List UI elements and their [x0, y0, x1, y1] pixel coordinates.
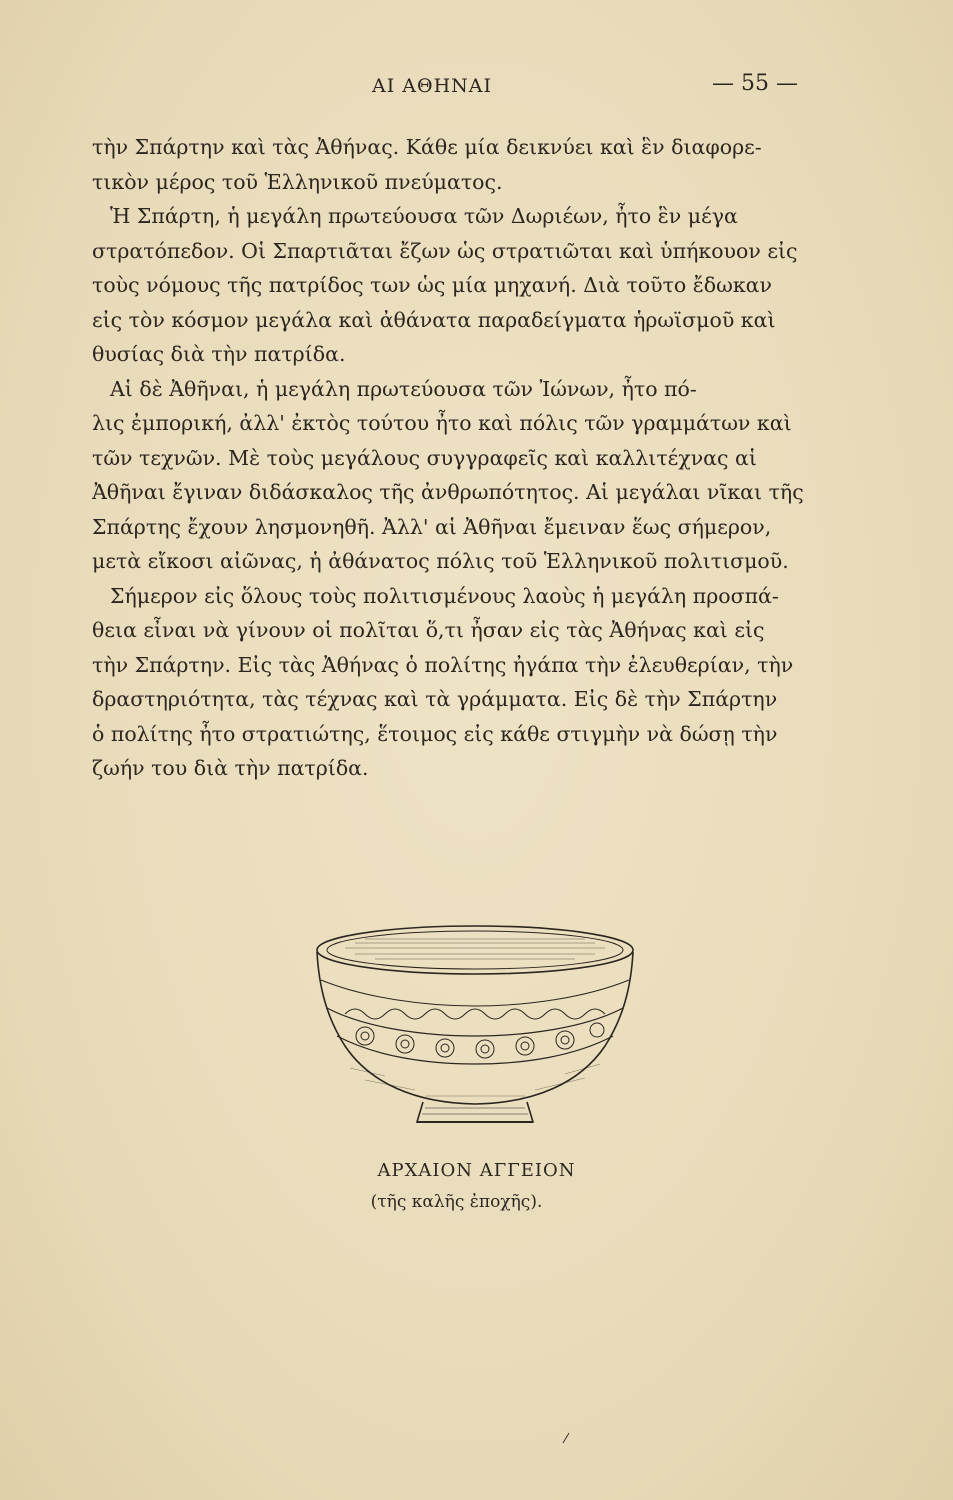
- text-line: μετὰ εἴκοσι αἰῶνας, ἡ ἀθάνατος πόλις τοῦ Ἑλληνικοῦ πολιτισμοῦ.: [92, 549, 789, 573]
- text-line: στρατόπεδον. Οἱ Σπαρτιᾶται ἔζων ὡς στρατιῶται καὶ ὑπήκουον εἰς: [92, 238, 798, 263]
- page-number: — 55 —: [712, 71, 798, 96]
- running-title: ΑΙ ΑΘΗΝΑΙ: [372, 75, 492, 97]
- text-line: ὁ πολίτης ἦτο στρατιώτης, ἕτοιμος εἰς κάθε στιγμὴν νὰ δώσῃ τὴν: [92, 721, 778, 746]
- text-line: τῶν τεχνῶν. Μὲ τοὺς μεγάλους συγγραφεῖς καὶ καλλιτέχνας αἱ: [92, 445, 757, 470]
- text-line: Σπάρτης ἔχουν λησμονηθῆ. Ἀλλ' αἱ Ἀθῆναι ἔμειναν ἕως σήμερον,: [92, 514, 772, 539]
- text-line: λις ἐμπορική, ἀλλ' ἐκτὸς τούτου ἦτο καὶ πόλις τῶν γραμμάτων καὶ: [92, 411, 792, 435]
- body-text: [92, 130, 832, 786]
- text-line: Αἱ δὲ Ἀθῆναι, ἡ μεγάλη πρωτεύουσα τῶν Ἰώνων, ἦτο πό-: [110, 376, 697, 401]
- text-line: τοὺς νόμους τῆς πατρίδος των ὡς μία μηχανή. Διὰ τοῦτο ἔδωκαν: [92, 273, 772, 297]
- text-line: ζωήν του διὰ τὴν πατρίδα.: [92, 756, 369, 780]
- ancient-bowl-illustration: [305, 918, 645, 1143]
- text-line: θεια εἶναι νὰ γίνουν οἱ πολῖται ὅ,τι ἦσαν εἰς τὰς Ἀθήνας καὶ εἰς: [92, 618, 765, 642]
- figure-caption-subtitle: (τῆς καλῆς ἐποχῆς).: [370, 1192, 543, 1212]
- text-line: τὴν Σπάρτην. Εἰς τὰς Ἀθήνας ὁ πολίτης ἠγάπα τὴν ἐλευθερίαν, τὴν: [92, 652, 794, 677]
- text-line: θυσίας διὰ τὴν πατρίδα.: [92, 342, 346, 366]
- text-line: τικὸν μέρος τοῦ Ἑλληνικοῦ πνεύματος.: [92, 169, 503, 194]
- text-line: δραστηριότητα, τὰς τέχνας καὶ τὰ γράμματα. Εἰς δὲ τὴν Σπάρτην: [92, 687, 778, 711]
- text-line: Ἡ Σπάρτη, ἡ μεγάλη πρωτεύουσα τῶν Δωριέων, ἦτο ἓν μέγα: [110, 204, 738, 228]
- pencil-mark-icon: [562, 1432, 570, 1444]
- text-line: τὴν Σπάρτην καὶ τὰς Ἀθήνας. Κάθε μία δεικνύει καὶ ἓν διαφορε-: [92, 135, 762, 159]
- text-line: Σήμερον εἰς ὅλους τοὺς πολιτισμένους λαοὺς ἡ μεγάλη προσπά-: [110, 583, 779, 608]
- page-header: [0, 71, 953, 105]
- text-line: Ἀθῆναι ἔγιναν διδάσκαλος τῆς ἀνθρωπότητος. Αἱ μεγάλαι νῖκαι τῆς: [92, 480, 804, 504]
- text-line: εἰς τὸν κόσμον μεγάλα καὶ ἀθάνατα παραδείγματα ἡρωϊσμοῦ καὶ: [92, 307, 776, 332]
- figure-caption-title: ΑΡΧΑΙΟΝ ΑΓΓΕΙΟΝ: [377, 1160, 576, 1181]
